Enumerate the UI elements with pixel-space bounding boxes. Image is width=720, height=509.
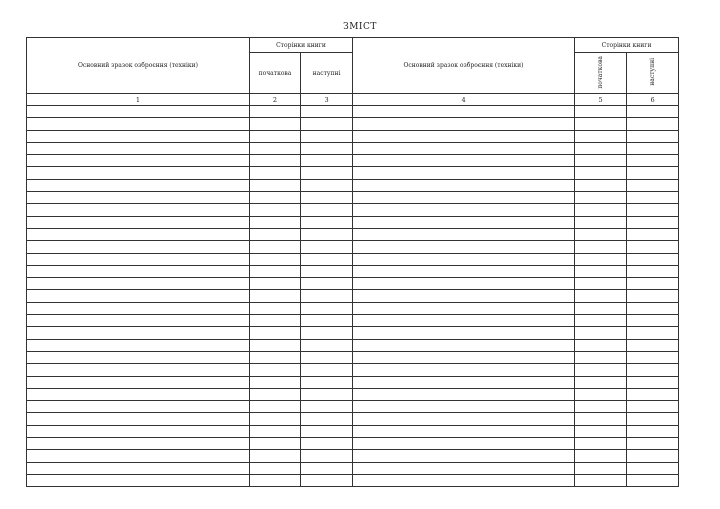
table-cell: [301, 228, 353, 240]
table-cell: [27, 118, 250, 130]
table-row: [27, 253, 679, 265]
table-cell: [353, 155, 575, 167]
table-cell: [627, 388, 679, 400]
table-cell: [301, 290, 353, 302]
table-cell: [353, 290, 575, 302]
table-cell: [575, 339, 627, 351]
table-cell: [27, 265, 250, 277]
table-cell: [250, 339, 301, 351]
table-cell: [353, 192, 575, 204]
table-cell: [250, 253, 301, 265]
table-row: [27, 265, 679, 277]
table-cell: [27, 302, 250, 314]
table-cell: [575, 106, 627, 118]
table-cell: [27, 228, 250, 240]
table-cell: [575, 192, 627, 204]
table-cell: [353, 106, 575, 118]
table-cell: [27, 401, 250, 413]
table-cell: [575, 253, 627, 265]
table-cell: [353, 167, 575, 179]
table-cell: [353, 315, 575, 327]
table-cell: [301, 364, 353, 376]
contents-table: [26, 37, 679, 487]
table-cell: [250, 241, 301, 253]
table-cell: [627, 241, 679, 253]
table-cell: [301, 351, 353, 363]
table-cell: [250, 376, 301, 388]
table-cell: [353, 265, 575, 277]
table-cell: [575, 327, 627, 339]
table-cell: [575, 216, 627, 228]
table-cell: [353, 376, 575, 388]
table-cell: [250, 216, 301, 228]
table-cell: [250, 142, 301, 154]
table-cell: [301, 265, 353, 277]
table-cell: [250, 351, 301, 363]
table-row: [27, 216, 679, 228]
table-cell: [627, 474, 679, 486]
table-cell: [301, 474, 353, 486]
column-number: 6: [627, 94, 679, 106]
table-row: [27, 401, 679, 413]
page-title: ЗМІСТ: [343, 22, 377, 32]
table-cell: [627, 106, 679, 118]
table-cell: [27, 438, 250, 450]
table-cell: [575, 450, 627, 462]
table-cell: [250, 327, 301, 339]
table-cell: [250, 228, 301, 240]
table-cell: [353, 388, 575, 400]
table-cell: [575, 315, 627, 327]
table-cell: [250, 413, 301, 425]
table-cell: [250, 425, 301, 437]
table-cell: [627, 413, 679, 425]
table-cell: [627, 302, 679, 314]
table-cell: [627, 401, 679, 413]
table-row: [27, 388, 679, 400]
table-cell: [250, 118, 301, 130]
table-cell: [250, 450, 301, 462]
table-cell: [301, 278, 353, 290]
table-row: [27, 241, 679, 253]
table-cell: [627, 118, 679, 130]
table-cell: [353, 364, 575, 376]
table-cell: [575, 179, 627, 191]
table-cell: [575, 388, 627, 400]
table-row: [27, 192, 679, 204]
table-row: [27, 118, 679, 130]
table-row: [27, 376, 679, 388]
table-row: [27, 142, 679, 154]
table-cell: [353, 216, 575, 228]
table-cell: [575, 290, 627, 302]
table-cell: [301, 388, 353, 400]
table-cell: [353, 401, 575, 413]
table-cell: [353, 228, 575, 240]
table-cell: [575, 167, 627, 179]
table-cell: [27, 315, 250, 327]
table-cell: [301, 106, 353, 118]
table-cell: [27, 364, 250, 376]
table-cell: [301, 327, 353, 339]
header-right-group: Сторінки книги: [575, 38, 679, 53]
table-cell: [353, 253, 575, 265]
column-number-row: [27, 94, 679, 106]
table-cell: [627, 228, 679, 240]
table-cell: [627, 142, 679, 154]
table-cell: [250, 462, 301, 474]
table-cell: [301, 315, 353, 327]
table-row: [27, 106, 679, 118]
table-cell: [353, 450, 575, 462]
table-cell: [250, 474, 301, 486]
table-cell: [575, 265, 627, 277]
table-cell: [353, 142, 575, 154]
table-cell: [575, 438, 627, 450]
table-row: [27, 204, 679, 216]
table-cell: [627, 290, 679, 302]
table-cell: [27, 327, 250, 339]
table-cell: [575, 302, 627, 314]
table-cell: [575, 228, 627, 240]
table-row: [27, 438, 679, 450]
table-cell: [353, 130, 575, 142]
table-row: [27, 179, 679, 191]
table-cell: [575, 351, 627, 363]
table-cell: [27, 241, 250, 253]
table-cell: [575, 142, 627, 154]
table-cell: [250, 265, 301, 277]
table-cell: [627, 167, 679, 179]
table-cell: [627, 376, 679, 388]
table-cell: [353, 327, 575, 339]
table-row: [27, 278, 679, 290]
table-cell: [353, 474, 575, 486]
table-cell: [301, 179, 353, 191]
table-cell: [27, 253, 250, 265]
table-cell: [250, 130, 301, 142]
table-cell: [353, 278, 575, 290]
table-cell: [301, 425, 353, 437]
table-cell: [353, 413, 575, 425]
table-cell: [27, 216, 250, 228]
table-cell: [250, 364, 301, 376]
table-cell: [301, 130, 353, 142]
table-cell: [301, 253, 353, 265]
table-cell: [301, 450, 353, 462]
table-cell: [301, 192, 353, 204]
table-cell: [250, 438, 301, 450]
table-cell: [353, 302, 575, 314]
table-cell: [627, 339, 679, 351]
table-cell: [575, 130, 627, 142]
header-left-next-pages: наступні: [301, 53, 353, 94]
table-cell: [301, 241, 353, 253]
table-row: [27, 327, 679, 339]
table-cell: [627, 253, 679, 265]
table-cell: [353, 462, 575, 474]
table-cell: [575, 474, 627, 486]
table-row: [27, 351, 679, 363]
table-row: [27, 302, 679, 314]
table-cell: [353, 425, 575, 437]
table-cell: [301, 216, 353, 228]
table-cell: [575, 425, 627, 437]
table-cell: [301, 462, 353, 474]
table-cell: [301, 302, 353, 314]
table-cell: [27, 425, 250, 437]
table-cell: [301, 204, 353, 216]
table-cell: [250, 167, 301, 179]
table-cell: [250, 290, 301, 302]
table-cell: [627, 179, 679, 191]
header-right-next-pages-label: наступні: [649, 58, 657, 86]
table-cell: [575, 241, 627, 253]
table-cell: [27, 376, 250, 388]
table-cell: [627, 438, 679, 450]
table-cell: [627, 192, 679, 204]
table-cell: [575, 376, 627, 388]
table-cell: [250, 315, 301, 327]
table-cell: [627, 462, 679, 474]
table-cell: [353, 118, 575, 130]
table-row: [27, 425, 679, 437]
table-cell: [27, 351, 250, 363]
table-cell: [353, 339, 575, 351]
column-number: 1: [27, 94, 250, 106]
table-cell: [301, 413, 353, 425]
table-cell: [627, 450, 679, 462]
table-cell: [353, 241, 575, 253]
column-number: 3: [301, 94, 353, 106]
table-cell: [301, 438, 353, 450]
table-cell: [575, 155, 627, 167]
table-cell: [627, 155, 679, 167]
table-cell: [301, 155, 353, 167]
table-cell: [27, 413, 250, 425]
table-cell: [301, 167, 353, 179]
table-cell: [575, 401, 627, 413]
table-cell: [575, 364, 627, 376]
table-row: [27, 167, 679, 179]
table-cell: [575, 118, 627, 130]
table-row: [27, 130, 679, 142]
table-cell: [250, 401, 301, 413]
table-cell: [27, 388, 250, 400]
table-cell: [301, 401, 353, 413]
table-row: [27, 339, 679, 351]
table-cell: [627, 351, 679, 363]
column-number: 4: [353, 94, 575, 106]
table-cell: [627, 425, 679, 437]
table-cell: [250, 179, 301, 191]
table-cell: [627, 216, 679, 228]
header-left-first-page: початкова: [250, 53, 301, 94]
column-number: 2: [250, 94, 301, 106]
table-cell: [250, 278, 301, 290]
table-row: [27, 155, 679, 167]
table-cell: [250, 204, 301, 216]
table-cell: [27, 450, 250, 462]
table-cell: [353, 179, 575, 191]
header-left-main: Основний зразок озброєння (техніки): [27, 38, 250, 94]
table-row: [27, 290, 679, 302]
table-cell: [575, 462, 627, 474]
table-cell: [27, 290, 250, 302]
table-row: [27, 474, 679, 486]
table-cell: [27, 142, 250, 154]
table-cell: [575, 278, 627, 290]
table-row: [27, 315, 679, 327]
table-cell: [301, 142, 353, 154]
table-cell: [27, 278, 250, 290]
table-cell: [301, 339, 353, 351]
table-cell: [27, 339, 250, 351]
table-cell: [27, 130, 250, 142]
table-cell: [250, 106, 301, 118]
table-cell: [353, 204, 575, 216]
table-cell: [301, 118, 353, 130]
blank-rows: [27, 106, 679, 487]
table-cell: [627, 278, 679, 290]
header-right-next-pages: [627, 53, 679, 94]
header-left-group: Сторінки книги: [250, 38, 353, 53]
table-row: [27, 413, 679, 425]
table-cell: [627, 364, 679, 376]
table-cell: [27, 167, 250, 179]
table-cell: [27, 204, 250, 216]
table-cell: [27, 192, 250, 204]
table-cell: [250, 388, 301, 400]
table-cell: [353, 351, 575, 363]
table-cell: [27, 179, 250, 191]
table-cell: [250, 155, 301, 167]
table-cell: [27, 106, 250, 118]
header-right-main: Основний зразок озброєння (техніки): [353, 38, 575, 94]
table-cell: [575, 413, 627, 425]
column-number: 5: [575, 94, 627, 106]
table-cell: [301, 376, 353, 388]
table-cell: [250, 302, 301, 314]
table-cell: [627, 265, 679, 277]
table-row: [27, 450, 679, 462]
table-cell: [575, 204, 627, 216]
table-cell: [27, 462, 250, 474]
table-cell: [627, 204, 679, 216]
table-cell: [250, 192, 301, 204]
table-row: [27, 364, 679, 376]
table-cell: [27, 155, 250, 167]
header-right-first-page: [575, 53, 627, 94]
table-row: [27, 228, 679, 240]
table-cell: [27, 474, 250, 486]
table-row: [27, 462, 679, 474]
table-cell: [627, 130, 679, 142]
table-cell: [353, 438, 575, 450]
header-right-first-page-label: початкова: [597, 55, 605, 89]
table-cell: [627, 315, 679, 327]
table-cell: [627, 327, 679, 339]
